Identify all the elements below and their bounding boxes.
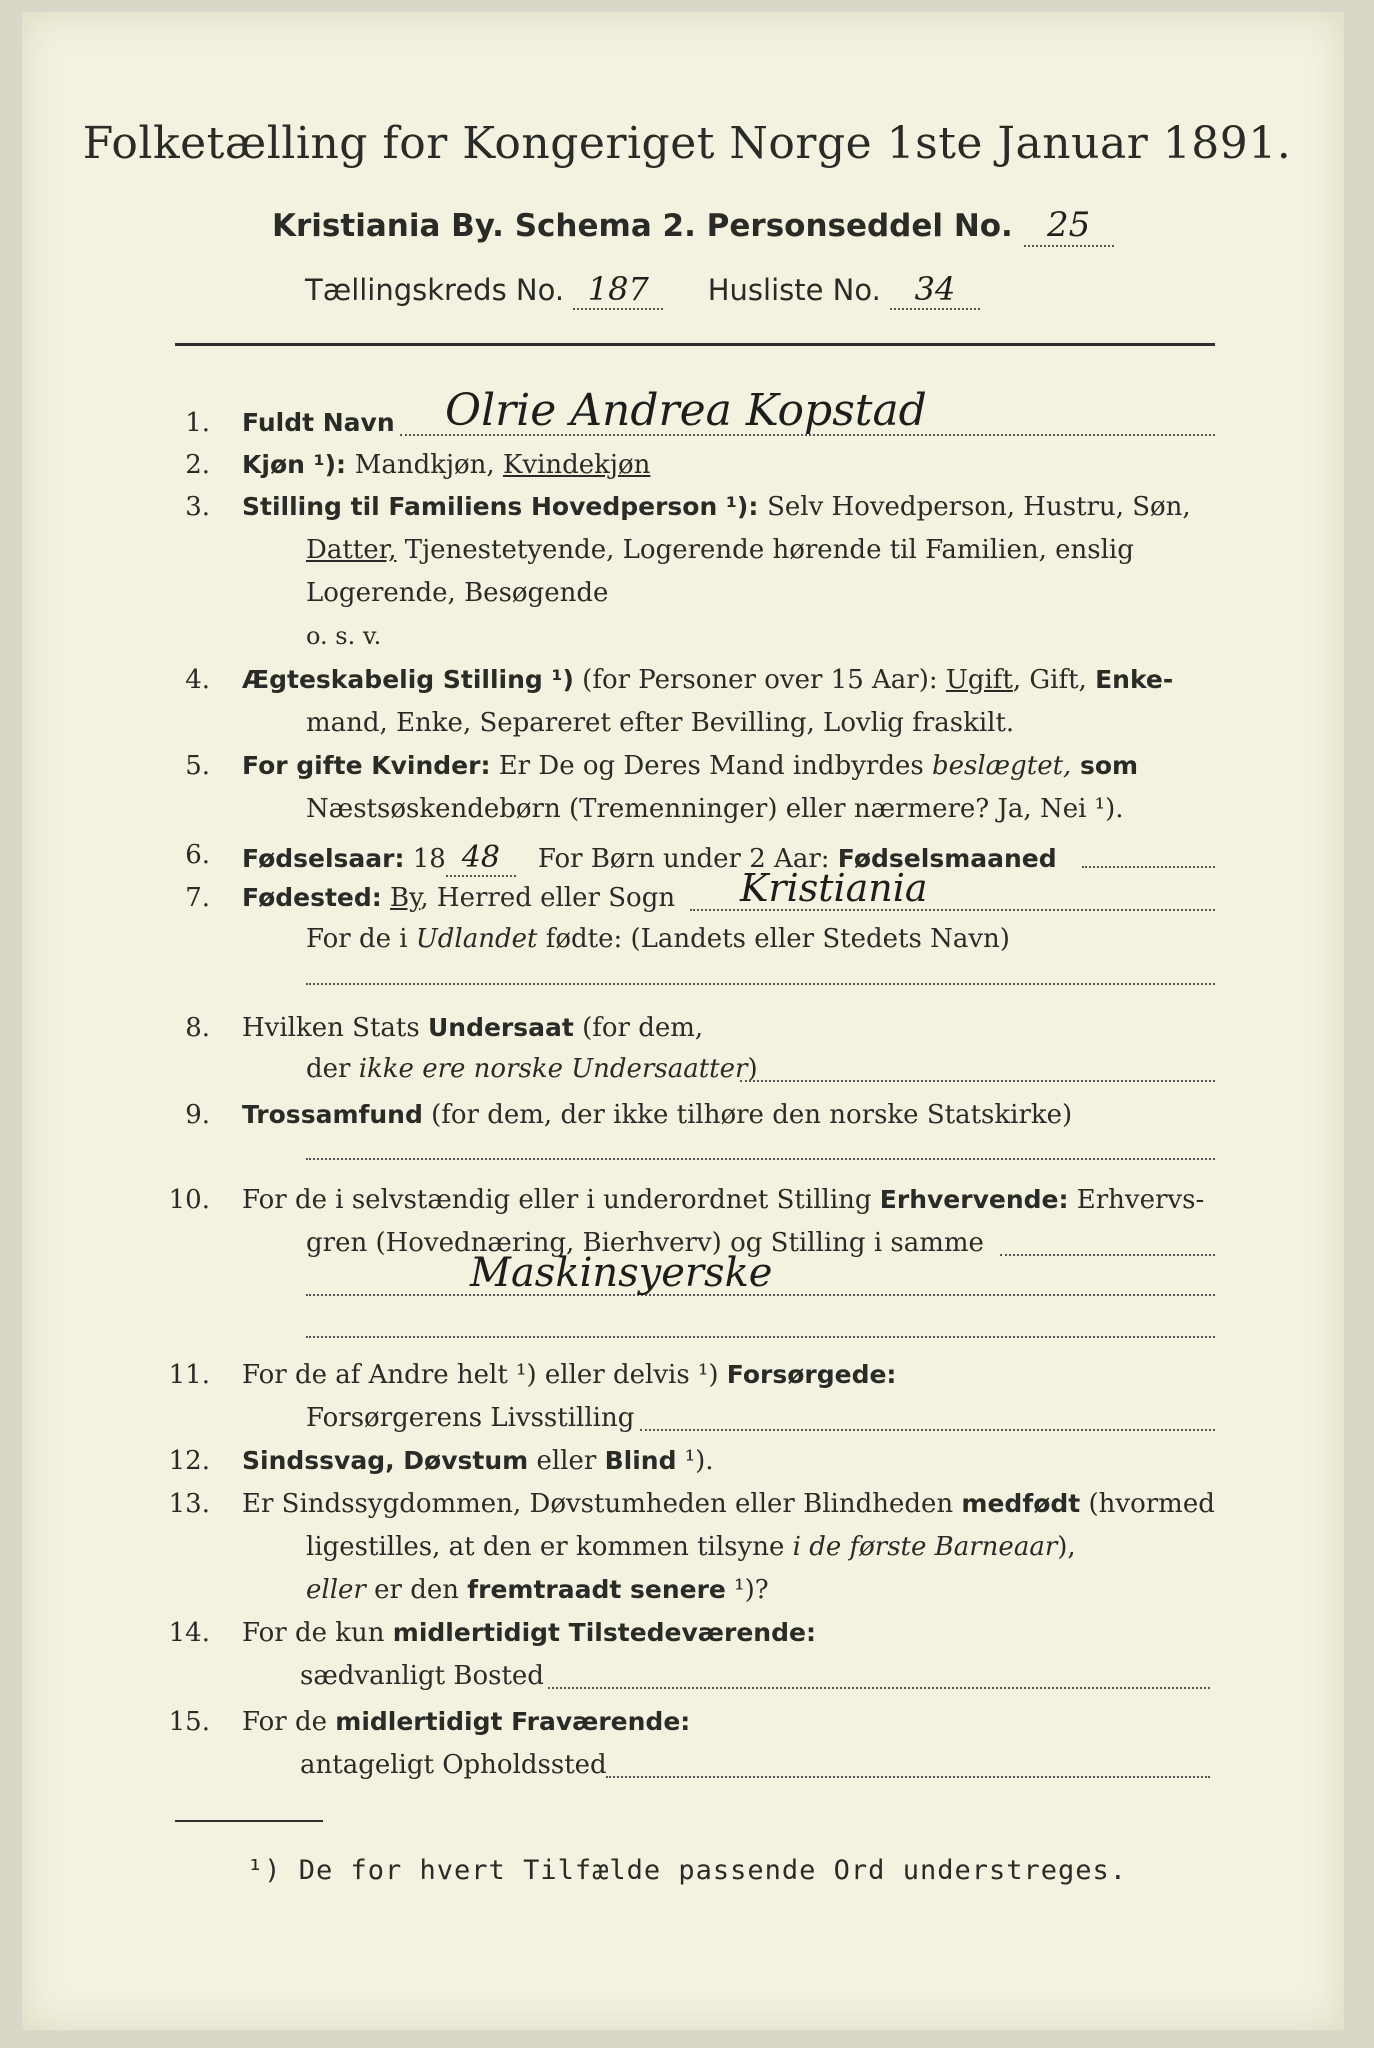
birthplace-selected: By bbox=[390, 883, 421, 913]
item-number: 7. bbox=[185, 883, 210, 913]
occupation-text: For de i selvstændig eller i underordnet Stilling bbox=[242, 1185, 880, 1215]
citizenship-text: (for dem, bbox=[573, 1013, 704, 1043]
congenital-text: eller bbox=[306, 1575, 366, 1605]
item-number: 1. bbox=[185, 408, 210, 438]
marital-status-text: Enke- bbox=[1095, 665, 1174, 694]
citizenship-text: ) bbox=[747, 1054, 758, 1084]
abroad-text: Udlandet bbox=[415, 924, 538, 954]
item-number: 10. bbox=[168, 1185, 210, 1215]
supported-label: Forsørgede: bbox=[726, 1360, 897, 1389]
birth-year-value: 48 bbox=[446, 840, 516, 877]
occupation-label: Erhvervende: bbox=[879, 1185, 1069, 1214]
item-number: 12. bbox=[168, 1446, 210, 1476]
birth-year-label: Fødselsaar: bbox=[242, 844, 405, 873]
item-number: 5. bbox=[185, 751, 210, 781]
temporary-present-text: sædvanligt Bosted bbox=[300, 1661, 544, 1691]
sex-label: Kjøn ¹): bbox=[242, 450, 355, 479]
citizenship-text: ikke ere norske Undersaatter bbox=[358, 1054, 748, 1084]
married-women-label: For gifte Kvinder: bbox=[242, 751, 491, 780]
family-position-text: Selv Hovedperson, Hustru, Søn, bbox=[767, 492, 1191, 522]
supported-text: Forsørgerens Livsstilling bbox=[306, 1403, 635, 1433]
abroad-text: fødte: (Landets eller Stedets Navn) bbox=[537, 924, 1010, 954]
citizenship-label: Undersaat bbox=[427, 1013, 574, 1042]
religion-text: (for dem, der ikke tilhøre den norske Statskirke) bbox=[422, 1100, 1073, 1130]
header-divider bbox=[175, 343, 1215, 346]
subtitle-prefix: Kristiania By. Schema 2. Personseddel No. bbox=[272, 208, 1013, 244]
occupation-value: Maskinsyerske bbox=[470, 1250, 773, 1296]
congenital-text: er den bbox=[365, 1575, 468, 1605]
marital-status-text: , Gift, bbox=[1012, 665, 1096, 695]
congenital-text: Er Sindssygdommen, Døvstumheden eller Blindheden bbox=[242, 1489, 962, 1519]
item-number: 3. bbox=[185, 492, 210, 522]
congenital-text: ligestilles, at den er kommen tilsyne bbox=[306, 1532, 793, 1562]
sex-option-female: Kvindekjøn bbox=[502, 450, 651, 480]
religion-line bbox=[306, 1158, 1215, 1160]
item-number: 4. bbox=[185, 665, 210, 695]
citizenship-text: der bbox=[306, 1054, 359, 1084]
form-subtitle bbox=[272, 205, 1114, 247]
item-number: 14. bbox=[168, 1618, 210, 1648]
family-position-text: Tjenestetyende, Logerende hørende til Familien, enslig bbox=[396, 535, 1134, 565]
occupation-line-1 bbox=[1000, 1254, 1215, 1256]
married-women-text: beslægtet, bbox=[931, 751, 1072, 781]
family-position-text: o. s. v. bbox=[306, 622, 382, 650]
husliste-number: 34 bbox=[890, 270, 980, 310]
family-position-text: Logerende, Besøgende bbox=[306, 578, 609, 608]
temporary-present-text: For de kun bbox=[242, 1618, 393, 1648]
sex-option-male: Mandkjøn, bbox=[354, 450, 503, 480]
supported-text: For de af Andre helt ¹) eller delvis ¹) bbox=[242, 1360, 727, 1390]
marital-status-selected: Ugift bbox=[945, 665, 1013, 695]
kreds-label: Tællingskreds No. bbox=[305, 273, 565, 307]
congenital-text: ¹)? bbox=[725, 1575, 769, 1605]
personseddel-number: 25 bbox=[1024, 205, 1114, 247]
congenital-text: (hvormed bbox=[1080, 1489, 1215, 1519]
occupation-text: Erhvervs- bbox=[1068, 1185, 1205, 1215]
birthplace-value: Kristiania bbox=[740, 866, 928, 910]
footnote: ¹) De for hvert Tilfælde passende Ord understreges. bbox=[246, 1855, 1128, 1886]
congenital-text: i de første Barneaar bbox=[792, 1532, 1058, 1562]
marital-status-label: Ægteskabelig Stilling ¹) bbox=[242, 665, 574, 694]
temporary-absent-label: midlertidigt Fraværende: bbox=[335, 1707, 691, 1736]
abroad-line bbox=[306, 983, 1215, 985]
marital-status-text: (for Personer over 15 Aar): bbox=[573, 665, 946, 695]
occupation-line-3 bbox=[306, 1336, 1215, 1338]
disability-text: ¹). bbox=[676, 1446, 714, 1476]
married-women-text: Er De og Deres Mand indbyrdes bbox=[490, 751, 932, 781]
temporary-present-label: midlertidigt Tilstedeværende: bbox=[392, 1618, 816, 1647]
later-onset-label: fremtraadt senere bbox=[467, 1575, 726, 1604]
item-number: 15. bbox=[168, 1707, 210, 1737]
family-position-selected: Datter, bbox=[306, 535, 397, 565]
temporary-absent-text: For de bbox=[242, 1707, 336, 1737]
birthplace-text: , Herred eller Sogn bbox=[420, 883, 676, 913]
footnote-divider bbox=[175, 1820, 323, 1822]
kreds-number: 187 bbox=[573, 270, 663, 310]
religion-label: Trossamfund bbox=[242, 1100, 423, 1129]
temporary-absent-text: antageligt Opholdssted bbox=[300, 1750, 607, 1780]
item-number: 6. bbox=[185, 840, 210, 870]
abroad-text: For de i bbox=[306, 924, 416, 954]
usual-residence-line bbox=[548, 1687, 1210, 1689]
married-women-text: Næstsøskendebørn (Tremenninger) eller nærmere? Ja, Nei ¹). bbox=[306, 794, 1124, 824]
full-name-label: Fuldt Navn bbox=[242, 408, 395, 437]
marital-status-text: mand, Enke, Separeret efter Bevilling, Lovlig fraskilt. bbox=[306, 708, 1015, 738]
disability-label: Sindssvag, Døvstum bbox=[242, 1446, 529, 1475]
item-number: 9. bbox=[185, 1100, 210, 1130]
citizenship-text: Hvilken Stats bbox=[242, 1013, 428, 1043]
citizenship-line bbox=[740, 1080, 1215, 1082]
husliste-label: Husliste No. bbox=[707, 273, 881, 307]
form-subtitle-2 bbox=[305, 270, 980, 310]
birthplace-label: Fødested: bbox=[242, 883, 382, 912]
birth-month-text: For Børn under 2 Aar: bbox=[537, 844, 838, 874]
birth-month-label: Fødselsmaaned bbox=[837, 844, 1057, 873]
blind-label: Blind bbox=[604, 1446, 677, 1475]
item-number: 8. bbox=[185, 1013, 210, 1043]
item-number: 2. bbox=[185, 450, 210, 480]
supported-line bbox=[640, 1429, 1215, 1431]
congenital-label: medfødt bbox=[961, 1489, 1081, 1518]
birth-month-line bbox=[1082, 866, 1215, 868]
family-position-label: Stilling til Familiens Hovedperson ¹): bbox=[242, 492, 768, 521]
birth-year-prefix: 18 bbox=[404, 844, 446, 874]
probable-residence-line bbox=[606, 1776, 1210, 1778]
congenital-text: ), bbox=[1057, 1532, 1076, 1562]
disability-text: eller bbox=[528, 1446, 605, 1476]
full-name-value: Olrie Andrea Kopstad bbox=[445, 385, 927, 436]
married-women-text: som bbox=[1071, 751, 1139, 780]
item-number: 11. bbox=[168, 1360, 210, 1390]
item-number: 13. bbox=[168, 1489, 210, 1519]
occupation-text: gren (Hovednæring, Bierhverv) og Stilling i samme bbox=[306, 1228, 984, 1258]
form-title: Folketælling for Kongeriget Norge 1ste Januar 1891. bbox=[82, 118, 1292, 169]
